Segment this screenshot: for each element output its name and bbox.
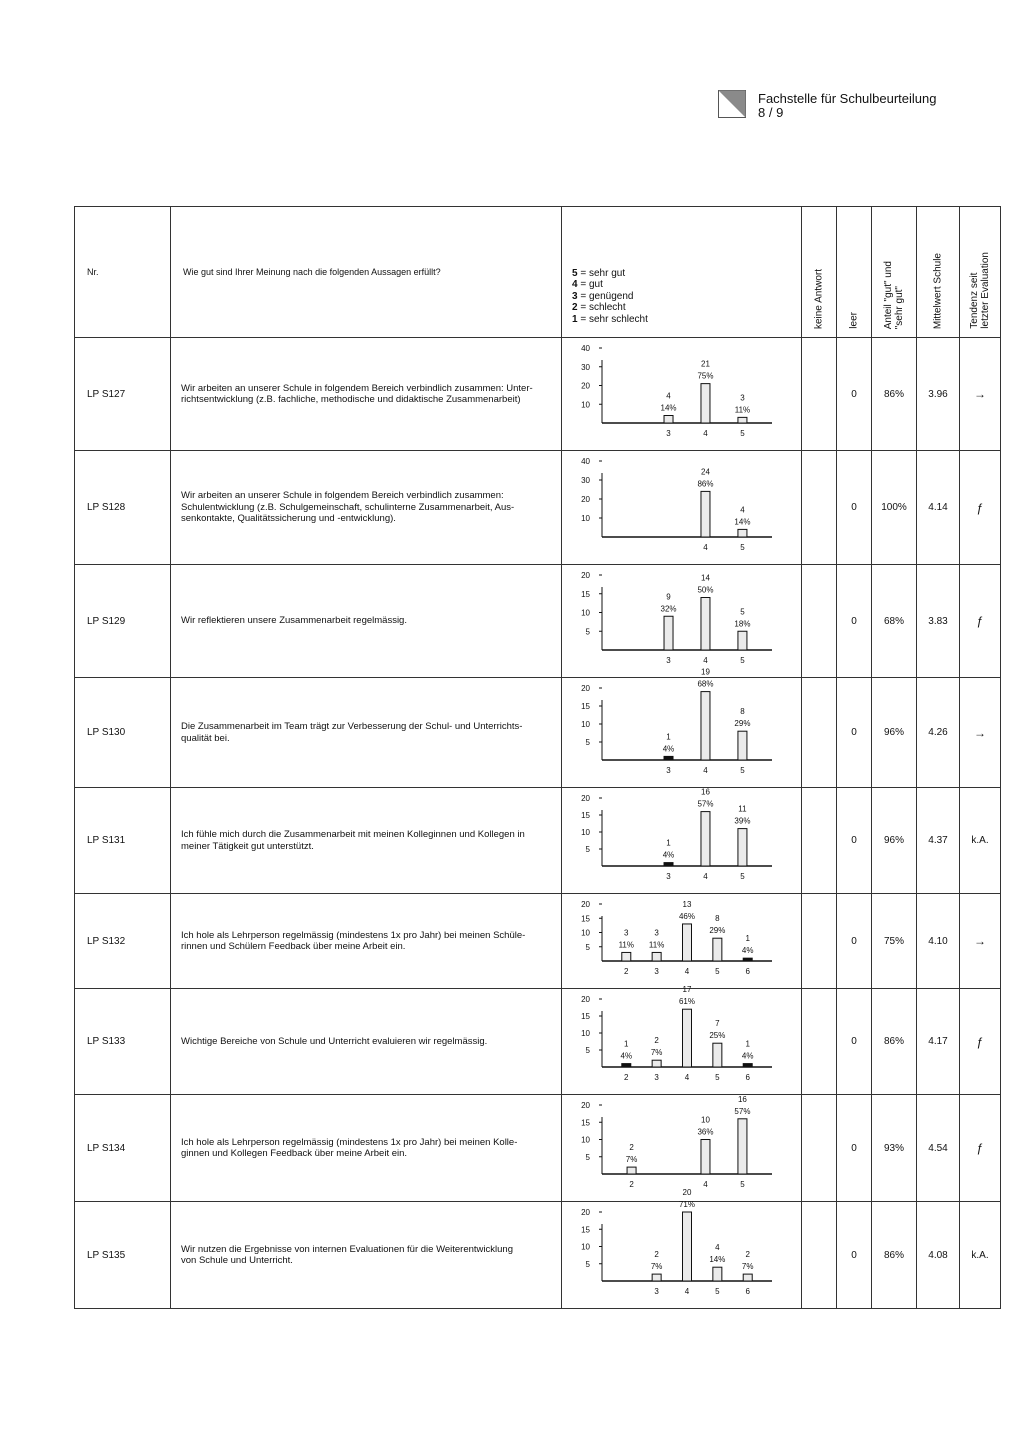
- bar-percent-label: 46%: [678, 911, 696, 921]
- bar-count-label: 9: [666, 592, 671, 602]
- bar-count-label: 11: [738, 804, 747, 814]
- bar: [627, 1167, 636, 1174]
- bar: [622, 952, 631, 961]
- bar-count-label: 1: [666, 732, 671, 742]
- bar-percent-label: 32%: [660, 604, 677, 614]
- school-mean: 3.96: [917, 338, 960, 451]
- bar: [664, 756, 673, 760]
- bar: [713, 938, 722, 961]
- statement-line: qualität bei.: [181, 732, 230, 744]
- bar-count-label: 5: [740, 607, 745, 617]
- share-good: 96%: [872, 788, 917, 894]
- empty-count: 0: [837, 338, 872, 451]
- y-tick-label: 15: [581, 811, 590, 820]
- statement-line: Ich hole als Lehrperson regelmässig (mindestens 1x pro Jahr) bei meinen Schüle-: [181, 929, 526, 941]
- legend-label: = genügend: [577, 290, 634, 302]
- x-category-label: 4: [684, 1287, 690, 1296]
- bar: [622, 1064, 631, 1067]
- statement-line: senkontakte, Qualitätssicherung und -entwicklung).: [181, 513, 396, 525]
- legend-item: [572, 291, 801, 303]
- y-tick-label: 20: [581, 794, 590, 803]
- bar-count-label: 1: [745, 934, 750, 944]
- bar-percent-label: 50%: [697, 585, 714, 595]
- legend-item: [572, 279, 801, 291]
- x-category-label: 5: [715, 967, 720, 976]
- bar: [652, 1274, 661, 1281]
- distribution-chart-cell: [562, 788, 802, 894]
- x-category-label: 3: [654, 1073, 659, 1082]
- bar-count-label: 7: [715, 1019, 720, 1029]
- bar: [713, 1043, 722, 1067]
- x-category-label: 3: [666, 656, 671, 665]
- distribution-chart: [562, 565, 800, 678]
- item-number: LP S134: [75, 1095, 171, 1202]
- y-tick-label: 10: [581, 928, 590, 938]
- table-row: [75, 894, 1001, 989]
- share-good: 93%: [872, 1095, 917, 1202]
- distribution-chart-cell: [562, 451, 802, 565]
- school-mean: 4.26: [917, 678, 960, 788]
- header-row: [75, 207, 1001, 338]
- table-row: [75, 338, 1001, 451]
- statement-line: richtsentwicklung (z.B. fachliche, methodische und didaktische Zusammenarbeit): [181, 394, 521, 405]
- legend-value: 2: [572, 302, 578, 313]
- bar-count-label: 3: [654, 928, 659, 938]
- x-category-label: 4: [684, 967, 690, 976]
- bar-percent-label: 7%: [625, 1155, 638, 1165]
- y-tick-label: 10: [581, 720, 590, 729]
- statement: [171, 451, 562, 565]
- bar-count-label: 16: [701, 787, 710, 797]
- bar-percent-label: 14%: [709, 1255, 726, 1265]
- bar-percent-label: 4%: [741, 946, 754, 956]
- x-category-label: 3: [666, 766, 671, 775]
- bar: [743, 1274, 752, 1281]
- column-header-share: [872, 207, 917, 338]
- bar-percent-label: 7%: [650, 1262, 663, 1272]
- x-category-label: 2: [624, 967, 629, 976]
- y-tick-label: 15: [581, 1012, 590, 1021]
- item-number: LP S132: [75, 894, 171, 989]
- column-header-mean: Mittelwert Schule: [917, 207, 960, 338]
- bar-percent-label: 75%: [697, 371, 714, 381]
- bar-percent-label: 11%: [648, 940, 665, 950]
- empty-count: 0: [837, 1202, 872, 1309]
- distribution-chart: [562, 788, 800, 894]
- school-mean: 3.83: [917, 565, 960, 678]
- bar-count-label: 8: [715, 914, 720, 924]
- y-tick-label: 20: [581, 571, 590, 580]
- x-category-label: 3: [666, 429, 671, 438]
- no-answer-cell: [802, 788, 837, 894]
- y-tick-label: 20: [581, 684, 590, 693]
- distribution-chart-cell: [562, 565, 802, 678]
- table-row: [75, 451, 1001, 565]
- y-tick-label: 40: [581, 457, 590, 466]
- distribution-chart-cell: [562, 894, 802, 989]
- no-answer-cell: [802, 1202, 837, 1309]
- empty-count: 0: [837, 678, 872, 788]
- share-good: 75%: [872, 894, 917, 989]
- empty-count: 0: [837, 1095, 872, 1202]
- bar-percent-label: 7%: [650, 1048, 663, 1058]
- table-row: [75, 989, 1001, 1095]
- bar: [701, 1140, 710, 1175]
- x-category-label: 3: [654, 967, 659, 976]
- no-answer-cell: [802, 565, 837, 678]
- bar: [738, 829, 747, 866]
- trend: →: [960, 338, 1001, 451]
- bar: [743, 958, 752, 961]
- statement-line: von Schule und Unterricht.: [181, 1255, 293, 1266]
- trend: ƒ: [960, 989, 1001, 1095]
- x-category-label: 5: [715, 1287, 720, 1296]
- bar: [738, 631, 747, 650]
- x-category-label: 5: [740, 429, 745, 438]
- bar-count-label: 17: [682, 985, 692, 995]
- legend-item: [572, 268, 801, 280]
- bar-count-label: 14: [701, 573, 710, 583]
- school-mean: 4.54: [917, 1095, 960, 1202]
- legend-label: = sehr schlecht: [577, 313, 648, 325]
- y-tick-label: 15: [581, 589, 590, 599]
- distribution-chart-cell: [562, 1188, 802, 1309]
- legend-value: 1: [572, 313, 578, 325]
- legend-value: 3: [572, 290, 578, 302]
- y-tick-label: 5: [585, 627, 590, 637]
- x-category-label: 4: [703, 543, 708, 552]
- statement-line: Wichtige Bereiche von Schule und Unterricht evaluieren wir regelmässig.: [181, 1035, 488, 1047]
- y-tick-label: 20: [581, 1101, 590, 1110]
- bar: [738, 731, 747, 760]
- y-tick-label: 20: [581, 495, 590, 504]
- legend-label: = gut: [577, 279, 603, 290]
- institution-logo: [718, 90, 746, 118]
- rating-legend: [572, 268, 801, 326]
- statement-line: Wir arbeiten an unserer Schule in folgendem Bereich verbindlich zusammen: Unter-: [181, 382, 533, 394]
- item-number: LP S129: [75, 565, 171, 678]
- bar-count-label: 20: [682, 1188, 692, 1197]
- item-number: LP S127: [75, 338, 171, 451]
- bar: [683, 1212, 692, 1281]
- table-row: [75, 1095, 1001, 1202]
- item-number: LP S130: [75, 678, 171, 788]
- x-category-label: 5: [740, 766, 745, 775]
- bar-count-label: 1: [624, 1039, 629, 1049]
- column-header-question: Wie gut sind Ihrer Meinung nach die folgenden Aussagen erfüllt?: [171, 207, 562, 338]
- statement-line: Wir arbeiten an unserer Schule in folgendem Bereich verbindlich zusammen:: [181, 490, 504, 502]
- y-tick-label: 5: [585, 942, 590, 952]
- x-category-label: 5: [740, 1180, 745, 1189]
- item-number: LP S133: [75, 989, 171, 1095]
- y-tick-label: 40: [581, 344, 590, 353]
- bar: [738, 417, 747, 423]
- no-answer-cell: [802, 451, 837, 565]
- statement-line: Wir reflektieren unsere Zusammenarbeit regelmässig.: [181, 615, 407, 627]
- bar: [701, 491, 710, 537]
- x-category-label: 5: [715, 1073, 720, 1082]
- x-category-label: 4: [703, 429, 708, 438]
- y-tick-label: 30: [581, 476, 590, 485]
- bar: [652, 1060, 661, 1067]
- y-tick-label: 10: [581, 400, 590, 410]
- distribution-chart-cell: [562, 1095, 802, 1202]
- y-tick-label: 15: [581, 1118, 590, 1128]
- y-tick-label: 10: [581, 608, 590, 618]
- distribution-chart: [562, 451, 800, 565]
- bar-count-label: 4: [740, 505, 745, 515]
- bar-count-label: 3: [740, 393, 745, 403]
- distribution-chart: [562, 894, 800, 989]
- distribution-chart-cell: [562, 667, 802, 788]
- bar-count-label: 19: [701, 667, 710, 677]
- bar-percent-label: 11%: [618, 940, 634, 950]
- y-tick-label: 20: [581, 900, 590, 909]
- bar-percent-label: 29%: [734, 719, 751, 729]
- statement: [171, 565, 562, 678]
- x-category-label: 2: [629, 1180, 634, 1189]
- y-tick-label: 20: [581, 995, 590, 1004]
- statement: [171, 338, 562, 451]
- bar-count-label: 8: [740, 707, 745, 717]
- bar-percent-label: 29%: [709, 926, 726, 936]
- bar-count-label: 4: [715, 1243, 720, 1253]
- x-category-label: 4: [703, 766, 708, 775]
- trend: ƒ: [960, 451, 1001, 565]
- bar-count-label: 1: [666, 838, 671, 848]
- legend-value: 5: [572, 267, 578, 279]
- bar-percent-label: 39%: [734, 816, 751, 826]
- share-header-text: Anteil "gut" und "sehr gut": [883, 260, 905, 329]
- bar-count-label: 2: [745, 1250, 750, 1260]
- distribution-chart: [562, 985, 800, 1095]
- y-tick-label: 5: [585, 1152, 590, 1162]
- bar: [701, 692, 710, 760]
- bar-count-label: 24: [701, 467, 710, 477]
- bar-percent-label: 4%: [662, 850, 675, 860]
- x-category-label: 6: [745, 1287, 750, 1296]
- bar: [713, 1267, 722, 1281]
- statement: [171, 1202, 562, 1309]
- y-tick-label: 10: [581, 1029, 590, 1038]
- distribution-chart: [562, 667, 800, 788]
- y-tick-label: 15: [581, 914, 590, 924]
- statement: [171, 989, 562, 1095]
- no-answer-cell: [802, 1095, 837, 1202]
- trend: →: [960, 894, 1001, 989]
- statement: [171, 1095, 562, 1202]
- share-good: 86%: [872, 338, 917, 451]
- trend: k.A.: [960, 1202, 1001, 1309]
- statement-line: meiner Tätigkeit gut unterstützt.: [181, 840, 314, 852]
- x-category-label: 5: [740, 656, 745, 665]
- bar: [738, 529, 747, 537]
- empty-count: 0: [837, 565, 872, 678]
- y-tick-label: 20: [581, 1208, 590, 1217]
- x-category-label: 2: [624, 1073, 629, 1082]
- item-number: LP S135: [75, 1202, 171, 1309]
- legend-item: [572, 314, 801, 326]
- empty-count: 0: [837, 989, 872, 1095]
- no-answer-cell: [802, 678, 837, 788]
- statement: [171, 678, 562, 788]
- page-number: 8 / 9: [758, 105, 784, 120]
- bar: [664, 416, 673, 424]
- bar-percent-label: 4%: [741, 1051, 754, 1061]
- distribution-chart: [562, 1188, 800, 1309]
- school-mean: 4.08: [917, 1202, 960, 1309]
- bar-count-label: 10: [701, 1115, 710, 1125]
- statement-line: Die Zusammenarbeit im Team trägt zur Verbesserung der Schul- und Unterrichts-: [181, 721, 523, 732]
- bar-percent-label: 68%: [697, 679, 714, 689]
- no-answer-cell: [802, 338, 837, 451]
- bar: [664, 616, 673, 650]
- statement-line: Ich fühle mich durch die Zusammenarbeit mit meinen Kolleginnen und Kollegen in: [181, 829, 525, 840]
- bar-percent-label: 86%: [697, 479, 714, 489]
- legend-value: 4: [572, 279, 578, 290]
- bar-count-label: 13: [682, 899, 692, 909]
- column-header-empty: leer: [837, 207, 872, 338]
- bar-percent-label: 61%: [678, 997, 696, 1007]
- x-category-label: 4: [703, 1180, 708, 1189]
- share-good: 86%: [872, 989, 917, 1095]
- no-answer-cell: [802, 894, 837, 989]
- distribution-chart-cell: [562, 985, 802, 1095]
- no-answer-cell: [802, 989, 837, 1095]
- trend: →: [960, 678, 1001, 788]
- statement-line: Schulentwicklung (z.B. Schulgemeinschaft, schulinterne Zusammenarbeit, Aus-: [181, 501, 515, 513]
- bar-percent-label: 18%: [734, 619, 751, 629]
- x-category-label: 6: [745, 967, 750, 976]
- school-mean: 4.17: [917, 989, 960, 1095]
- bar: [683, 1009, 692, 1067]
- bar: [743, 1064, 752, 1067]
- x-category-label: 3: [666, 872, 671, 881]
- x-category-label: 4: [703, 872, 708, 881]
- x-category-label: 3: [654, 1287, 659, 1296]
- bar: [701, 598, 710, 651]
- empty-count: 0: [837, 788, 872, 894]
- column-header-legend: [562, 207, 802, 338]
- y-tick-label: 5: [585, 1259, 590, 1269]
- y-tick-label: 10: [581, 1135, 590, 1145]
- statement: [171, 788, 562, 894]
- table-row: [75, 1202, 1001, 1309]
- bar: [701, 384, 710, 423]
- trend: ƒ: [960, 1095, 1001, 1202]
- school-mean: 4.10: [917, 894, 960, 989]
- bar: [683, 924, 692, 961]
- bar: [652, 952, 661, 961]
- y-tick-label: 10: [581, 514, 590, 523]
- item-number: LP S131: [75, 788, 171, 894]
- column-header-trend: [960, 207, 1001, 338]
- bar-count-label: 2: [654, 1036, 659, 1046]
- empty-count: 0: [837, 451, 872, 565]
- y-tick-label: 5: [585, 1046, 590, 1055]
- bar-count-label: 16: [737, 1094, 747, 1104]
- distribution-chart-cell: [562, 338, 802, 451]
- column-header-nr: Nr.: [75, 207, 171, 338]
- bar-percent-label: 25%: [709, 1031, 726, 1041]
- share-good: 86%: [872, 1202, 917, 1309]
- y-tick-label: 5: [585, 845, 590, 854]
- bar-percent-label: 36%: [697, 1127, 714, 1137]
- bar-count-label: 2: [654, 1250, 659, 1260]
- table-row: [75, 788, 1001, 894]
- x-category-label: 6: [745, 1073, 750, 1082]
- x-category-label: 4: [684, 1073, 690, 1082]
- bar-percent-label: 4%: [662, 744, 675, 754]
- distribution-chart: [562, 338, 800, 451]
- legend-label: = sehr gut: [577, 267, 626, 279]
- bar: [738, 1119, 747, 1174]
- bar-percent-label: 57%: [734, 1106, 751, 1116]
- share-good: 96%: [872, 678, 917, 788]
- y-tick-label: 30: [581, 362, 590, 372]
- statement-line: ginnen und Kollegen Feedback über meine Arbeit ein.: [181, 1148, 408, 1159]
- legend-item: [572, 302, 801, 314]
- bar-percent-label: 11%: [734, 405, 751, 415]
- bar-percent-label: 14%: [660, 403, 677, 413]
- trend: ƒ: [960, 565, 1001, 678]
- x-category-label: 5: [740, 543, 745, 552]
- statement-line: Wir nutzen die Ergebnisse von internen Evaluationen für die Weiterentwicklung: [181, 1243, 513, 1255]
- y-tick-label: 10: [581, 828, 590, 837]
- bar: [664, 863, 673, 866]
- bar: [701, 812, 710, 866]
- legend-label: = schlecht: [577, 302, 626, 313]
- y-tick-label: 20: [581, 381, 590, 391]
- bar-count-label: 4: [666, 391, 671, 401]
- empty-count: 0: [837, 894, 872, 989]
- school-mean: 4.14: [917, 451, 960, 565]
- statement: [171, 894, 562, 989]
- bar-percent-label: 14%: [734, 517, 751, 527]
- bar-count-label: 21: [701, 359, 710, 369]
- trend-header-text: Tendenz seit letzter Evaluation: [969, 252, 991, 329]
- statement-line: Ich hole als Lehrperson regelmässig (mindestens 1x pro Jahr) bei meinen Kolle-: [181, 1136, 518, 1148]
- x-category-label: 4: [703, 656, 708, 665]
- bar-percent-label: 71%: [678, 1200, 696, 1209]
- distribution-chart: [562, 1095, 800, 1202]
- y-tick-label: 5: [585, 738, 590, 747]
- bar-count-label: 3: [624, 928, 629, 938]
- institution-name: Fachstelle für Schulbeurteilung: [758, 91, 937, 106]
- share-good: 68%: [872, 565, 917, 678]
- column-header-no-answer: keine Antwort: [802, 207, 837, 338]
- bar-percent-label: 7%: [741, 1262, 754, 1272]
- trend: k.A.: [960, 788, 1001, 894]
- y-tick-label: 15: [581, 702, 590, 711]
- y-tick-label: 15: [581, 1225, 590, 1235]
- item-number: LP S128: [75, 451, 171, 565]
- bar-percent-label: 4%: [620, 1051, 633, 1061]
- table-row: [75, 678, 1001, 788]
- evaluation-table: [74, 206, 1001, 1309]
- share-good: 100%: [872, 451, 917, 565]
- table-row: [75, 565, 1001, 678]
- bar-percent-label: 57%: [697, 799, 714, 809]
- bar-count-label: 2: [629, 1143, 634, 1153]
- statement-line: rinnen und Schülern Feedback über meine Arbeit ein.: [181, 941, 406, 952]
- y-tick-label: 10: [581, 1242, 590, 1252]
- bar-count-label: 1: [745, 1039, 750, 1049]
- school-mean: 4.37: [917, 788, 960, 894]
- x-category-label: 5: [740, 872, 745, 881]
